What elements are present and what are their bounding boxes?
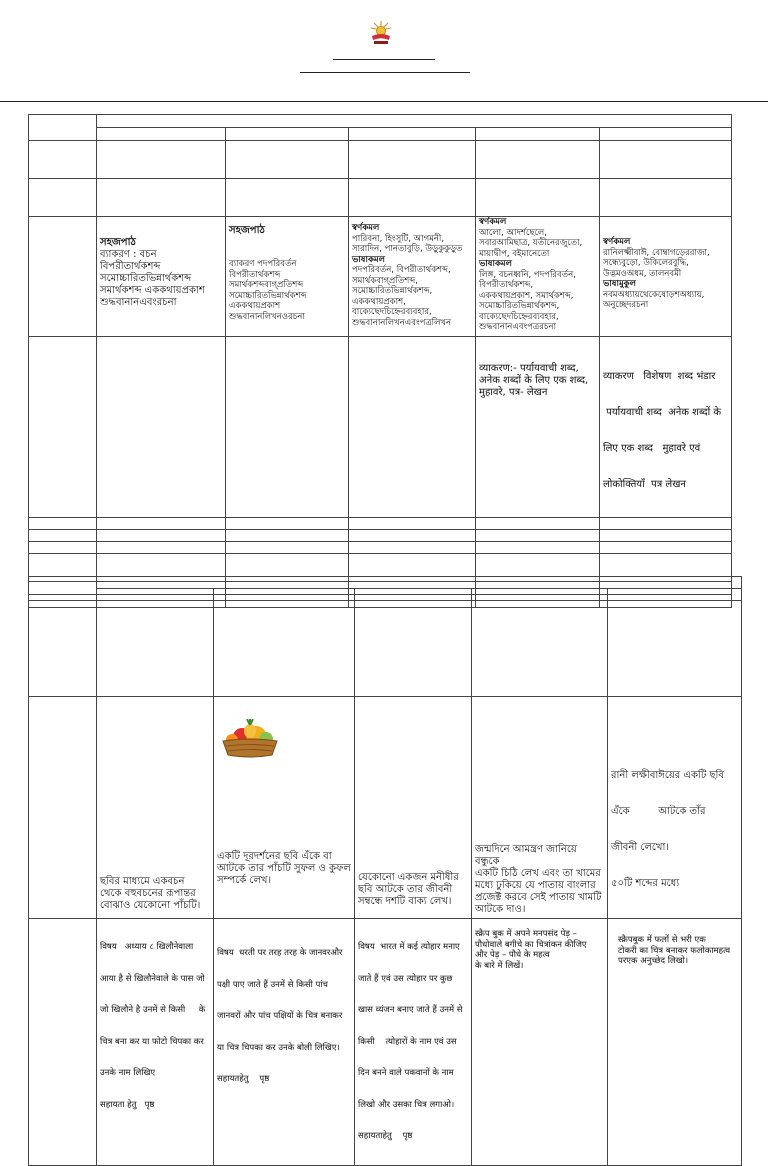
t2-subheader-1 [97, 589, 214, 601]
t2-r3-c3 [355, 697, 472, 919]
t2-r4-c2-line: विषय धरती पर तरह तरह के जानवरऔर [217, 948, 343, 958]
t1-r4-c2 [226, 217, 349, 337]
t1-subheader-1 [97, 128, 226, 141]
t2-subheader-4 [472, 589, 608, 601]
t2-r3-c5-line: ৫০টি শব্দের মধ্যে [611, 878, 680, 889]
t2-subheader-3 [355, 589, 472, 601]
t2-r3-c2-line: সম্পর্কে লেখ। [217, 875, 272, 886]
t1-r4-c2-line: সমার্থকশব্দবাগ্‌প্রতিশব্দ [229, 280, 304, 290]
t1-subheader-3 [349, 128, 476, 141]
t1-r6-label [29, 518, 97, 530]
t1-r4-c4-line: বাক্যেছেদচিহ্নেরব্যবহার, [479, 311, 559, 322]
t1-r4-c4 [476, 217, 600, 337]
t1-r4-c5-line: নবমঅধ্যায়থেকেষোড়শঅধ্যায়, [603, 289, 705, 300]
t1-r4-c5-line: অনুচ্ছেদরচনা [603, 300, 649, 310]
t1-r4-c4-line: শুদ্ধবানানএবংপত্ররচনা [479, 322, 557, 332]
t1-corner-cell [29, 115, 97, 141]
t2-r4-c2-line: पक्षी पाए जाते हैं उनमें से किसी पांच [217, 979, 328, 990]
t1-r4-c4-line: আলো, আদর্শছেলে, [479, 227, 547, 238]
t2-r4-c1-line: चित्र बना कर या फोटो चिपका कर [100, 1036, 204, 1047]
t1-subheader-4 [476, 128, 600, 141]
t2-r4-c1-line: सहायता हेतु पृष्ठ [100, 1099, 155, 1110]
t1-r5-c4-line: अनेक शब्दों के लिए एक शब्द, [479, 375, 589, 386]
t2-r3-c4-line: প্রজেক্ট করবে সেই পাতায় খামটি [475, 892, 602, 903]
t1-r4-c1 [97, 217, 226, 337]
t1-r5-c5 [600, 337, 732, 518]
t2-r4-c1-line: जो खिलौने है उनमें से किसी के [100, 1005, 206, 1015]
t2-r4-c2-line: जानवरों और पांच पक्षियों के चित्र बनाकर [217, 1011, 343, 1021]
t2-r4-c3-line: दिन बनने वाले पकवानों के नाम [358, 1068, 454, 1078]
t2-r4-c3-line: खास व्यंजन बनाए जाते हैं उनमें से [358, 1005, 463, 1015]
t2-r3-c4-line: জন্মদিনে আমন্ত্রণ জানিয়ে বন্ধুকে [475, 844, 577, 867]
t1-r4-c4-line: সমোচ্চারিতভিন্নার্থকশব্দ, [479, 301, 560, 311]
t2-r3-c2-line: আটকে তার পাঁচটি সুফল ও কুফল [217, 863, 351, 874]
t2-r3-c4 [472, 697, 608, 919]
t2-r4-c2 [214, 919, 355, 1166]
header-underline-short [333, 59, 435, 60]
t2-r4-c3-line: जाते हैं एवं उस त्योहार पर कुछ [358, 973, 453, 984]
t2-r3-c5 [608, 697, 742, 919]
t2-r4-c5 [608, 919, 742, 1166]
t1-r4-c3-line: স্বর্ণকমল [352, 223, 380, 233]
t1-subheader-5 [600, 128, 732, 141]
t1-r5-label [29, 337, 97, 518]
t1-r4-c2-line: সমোচ্চারিতভিন্নার্থকশব্দ [229, 290, 307, 301]
t2-r4-c1 [97, 919, 214, 1166]
header-underline-long [300, 72, 470, 73]
t1-r5-c4-line: व्याकरण:- पर्यायवाची शब्द, [479, 363, 579, 374]
t2-r3-c3-line: সম্বন্ধে দশটি বাক্য লেখ। [358, 896, 452, 907]
t2-r3-c5-line: রানী লক্ষীবাঈয়ের একটি ছবি [611, 770, 724, 781]
t1-r4-c4-line: বিপরীতার্থকশব্দ, [479, 280, 534, 290]
t2-r3-c2-line: একটি দূরদর্শনের ছবি এঁকে বা [217, 851, 332, 862]
t1-r5-c4 [476, 337, 600, 518]
t1-r4-label [29, 217, 97, 337]
t2-r3-c2 [214, 697, 355, 919]
t2-r4-c3-line: विषय भारत में कई त्योहार मनाए [358, 942, 460, 952]
t1-header-cell [97, 115, 732, 128]
t2-r3-c5-line: এঁকে আটকে তাঁর [611, 806, 706, 817]
t2-r4-c3-line: किसी त्योहारों के नाम एवं उस [358, 1036, 457, 1047]
t2-r4-c1-line: आया है से खिलौनेवाले के पास जो [100, 973, 205, 984]
t2-r3-c1 [97, 697, 214, 919]
t2-r4-c3-line: लिखो और उसका चित्र लगाओ। [358, 1099, 455, 1110]
t1-r5-c5-line: लोकोक्तियाँ पत्र लेखन [603, 479, 686, 490]
t2-subheader-2 [214, 589, 355, 601]
t1-r4-c2-line: শুদ্ধবানানলিখনওরচনা [229, 311, 305, 322]
t2-r3-c1-line: বোঝাও যেকোনো পাঁচটি। [100, 900, 201, 911]
t1-r4-c5-line: স্বর্ণকমল [603, 237, 631, 247]
t1-r4-c3-line: সারাদিন, পানতাবুড়ি, উড়ুকুকুড়ুত [352, 244, 463, 254]
t1-r4-c1-line: শুদ্ধবানানএবংরচনা [100, 297, 177, 308]
t1-r8-label [29, 542, 97, 554]
school-logo-icon [369, 20, 393, 46]
t1-subheader-2 [226, 128, 349, 141]
t2-r4-c3 [355, 919, 472, 1166]
t2-r3-c1-line: থেকে বহুবচনের রূপান্তর [100, 888, 196, 899]
t1-r4-c2-line: ব্যাকরণ পদপরিবর্তন [229, 259, 297, 269]
t1-r4-c1-line: বিপরীতার্থকশব্দ [100, 261, 161, 272]
t2-r4-c4-line: पौधोवाले बगीचे का चित्रांकन कीजिए [475, 939, 587, 950]
t2-r4-c2-line: सहायतहेतु पृष्ठ [217, 1074, 270, 1084]
t2-r3-c1-line: ছবির মাধ্যমে একবচন [100, 876, 185, 887]
t1-r4-c2-line: বিপরীতার্থকশব্দ [229, 269, 281, 280]
t1-r4-c3-line: সমোচ্চারিতভিন্নার্থকশব্দ, [352, 286, 433, 296]
t2-r4-c4-line: और पेड़ – पौधे के महत्व [475, 950, 550, 960]
t1-r4-c5-line: উদ্ভমওঅধম, তালনবমী [603, 268, 682, 279]
t1-r4-c3-line: ভাষাকমল [352, 254, 385, 265]
t1-r4-c3-line: পদপরিবর্তন, বিপরীতার্থকশব্দ, [352, 265, 451, 275]
t1-r4-c3-line: সমার্থকবাগ্‌প্রতিশব্দ, [352, 275, 418, 286]
t1-r4-c3 [349, 217, 476, 337]
t2-header-cell [97, 577, 742, 589]
t1-r5-c5-line: पर्यायवाची शब्द अनेक शब्दों के [603, 407, 722, 418]
t1-r4-c4-line: লিঙ্গ, বচনধ্বনি, পদপরিবর্তন, [479, 269, 576, 280]
t2-r2-label [29, 601, 97, 697]
t2-r3-c4-line: আটকে দাও। [475, 904, 526, 915]
t2-r4-c1-line: विषय अध्याय ८ खिलौनेवाला [100, 942, 194, 952]
t1-r4-c1-line: সমার্থকশব্দ এককথায়প্রকাশ [100, 285, 205, 296]
t2-r3-c4-line: মধ্যে ঢুকিয়ে যে পাতায় বাংলার [475, 880, 596, 891]
t1-r4-c4-line: মায়াদ্বীপ, বইমানেতো [479, 248, 550, 259]
t2-r3-label [29, 697, 97, 919]
project-table-2 [28, 576, 742, 1166]
t1-r7-label [29, 530, 97, 542]
t2-r4-c5-line: टोकरी का चित्र बनाकर फलोकामहत्व [618, 945, 731, 956]
t1-r3-label [29, 179, 97, 217]
fruit-basket-icon [220, 719, 280, 759]
t1-r4-c1-title: সহজপাঠ [100, 237, 136, 248]
t1-r4-c3-line: বাক্যেছেদচিহ্নেরব্যবহার, [352, 307, 432, 317]
t2-r4-c2-line: या चित्र चिपका कर उनके बोली लिखिए। [217, 1042, 340, 1053]
t1-r4-c1-line: ব্যাকরণ : বচন [100, 249, 157, 260]
t1-r4-c2-title: সহজপাঠ [229, 225, 265, 236]
t1-r4-c4-line: স্বর্ণকমল [479, 217, 507, 227]
t2-r4-c1-line: उनके नाम लिखिए [100, 1068, 156, 1078]
t1-r4-c4-line: ভাষাকমল [479, 259, 512, 269]
t2-r4-c5-line: स्क्रैपबुक में फलों से भरी एक [618, 935, 706, 945]
t1-r4-c5-line: রানিলক্ষ্মীবাঈ, বোম্বাগড়েররাজা, [603, 247, 710, 258]
t1-r4-c2-line: এককথায়প্রকাশ [229, 301, 281, 311]
t1-r5-c4-line: मुहावरे, पत्र- लेखन [479, 387, 548, 398]
t1-r4-c5-line: সন্ধ্যেবুড়ো, উকিলেরবুদ্ধি, [603, 258, 689, 268]
t1-r5-c5-line: लिए एक शब्द मुहावरे एवं [603, 443, 701, 454]
t1-r4-c5-line: ভাষামুকুল [603, 279, 636, 289]
t1-r4-c3-line: এককথায়প্রকাশ, [352, 296, 406, 307]
t2-r4-label [29, 919, 97, 1166]
t2-r4-c4 [472, 919, 608, 1166]
t2-r4-c5-line: परएक अनुच्छेद लिखो। [618, 956, 689, 966]
t1-r2-label [29, 141, 97, 179]
syllabus-table-1 [28, 114, 732, 608]
t1-r4-c5 [600, 217, 732, 337]
t2-r4-c4-line: के बारे में लिखें। [475, 960, 524, 971]
t2-r3-c3-line: যেকোনো একজন মনীষীর [358, 872, 459, 883]
t2-subheader-5 [608, 589, 742, 601]
t2-r4-c4-line: स्क्रैप बुक में अपने मनपसंद पेड़ – [475, 929, 577, 939]
t2-r4-c3-line: सहायताहेतु पृष्ठ [358, 1131, 413, 1141]
t1-r4-c3-line: শুদ্ধবানানলিখনএবংপত্রলিখন [352, 317, 452, 328]
t2-r3-c4-line: একটি চিঠি লেখ এবং তা খামের [475, 868, 601, 879]
t1-r4-c1-line: সমোচ্চারিতভিন্নার্থকশব্দ [100, 273, 192, 284]
t1-r4-c4-line: সবারআমিছাত্র, যতীনেরজুতো, [479, 238, 583, 248]
t2-r3-c3-line: ছবি আটকে তার জীবনী [358, 884, 453, 895]
t1-r4-c4-line: এককথায়প্রকাশ, সমার্থকশব্দ, [479, 290, 574, 301]
t2-corner-cell [29, 577, 97, 601]
t2-r3-c5-line: জীবনী লেখো। [611, 842, 669, 853]
header-divider [0, 101, 768, 102]
t1-r5-c5-line: व्याकरण विशेषण शब्द भंडार [603, 371, 716, 382]
t1-r4-c3-line: পারিবনা, হিংসুটি, আগমনী, [352, 233, 445, 244]
